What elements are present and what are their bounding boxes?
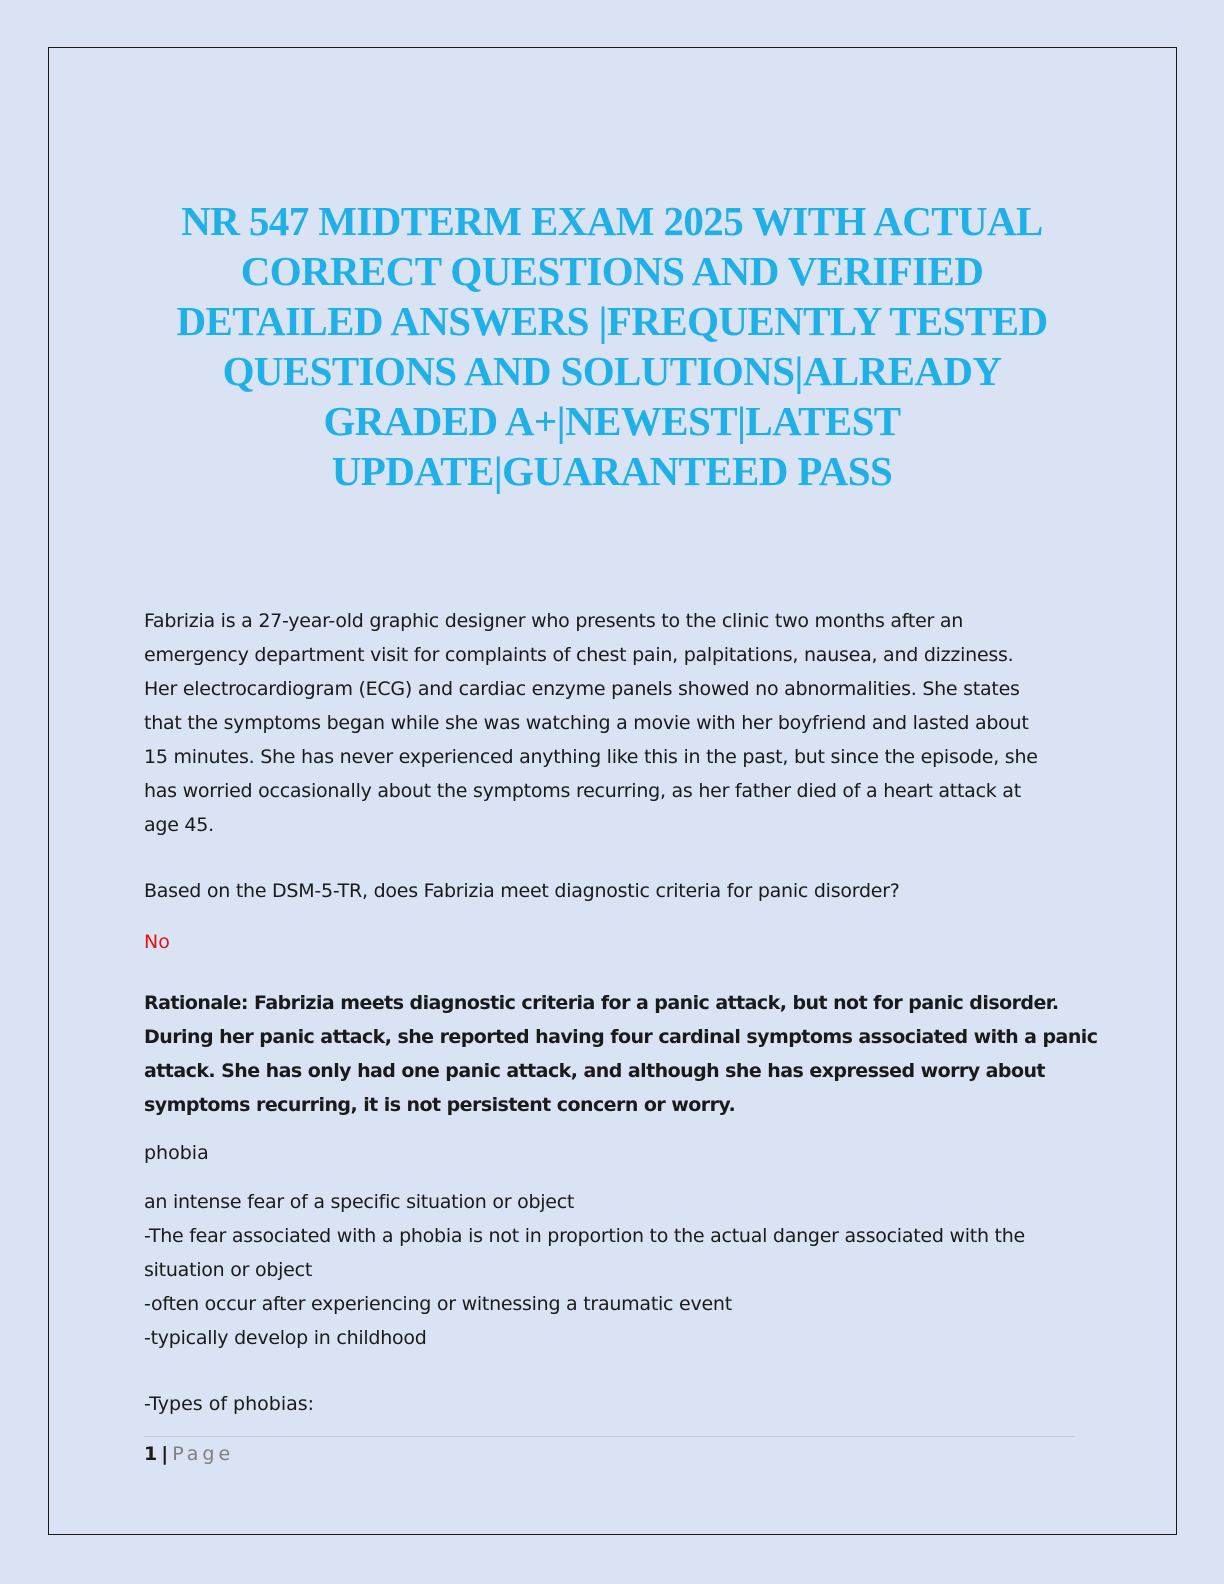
case-line: Her electrocardiogram (ECG) and cardiac enzyme panels showed no abnormalities. She states [144, 678, 1020, 700]
title-line: GRADED A+|NEWEST|LATEST [323, 398, 901, 444]
page-number: 1 [144, 1443, 158, 1465]
rationale-line: attack. She has only had one panic attack, and although she has expressed worry about [144, 1060, 1045, 1082]
case-line: emergency department visit for complaints of chest pain, palpitations, nausea, and dizziness. [144, 644, 1014, 666]
footer-separator: | [161, 1443, 169, 1465]
rationale-line: During her panic attack, she reported having four cardinal symptoms associated with a panic [144, 1026, 1098, 1048]
definition-paragraph [144, 1185, 1089, 1355]
page-footer [144, 1441, 234, 1467]
title-line: DETAILED ANSWERS |FREQUENTLY TESTED [176, 298, 1048, 344]
case-line: 15 minutes. She has never experienced anything like this in the past, but since the episode, she [144, 746, 1038, 768]
case-line: that the symptoms began while she was watching a movie with her boyfriend and lasted about [144, 712, 1029, 734]
definition-line: -often occur after experiencing or witnessing a traumatic event [144, 1293, 732, 1315]
document-title [120, 196, 1104, 496]
definition-line: situation or object [144, 1259, 313, 1281]
question-text: Based on the DSM-5-TR, does Fabrizia meet diagnostic criteria for panic disorder? [144, 880, 900, 902]
definition-line: an intense fear of a specific situation or object [144, 1191, 575, 1213]
title-line: QUESTIONS AND SOLUTIONS|ALREADY [222, 348, 1002, 394]
answer-text: No [144, 931, 170, 953]
case-line: age 45. [144, 814, 214, 836]
term-heading: phobia [144, 1142, 209, 1164]
rationale-line: Rationale: Fabrizia meets diagnostic criteria for a panic attack, but not for panic disorder. [144, 992, 1059, 1014]
case-line: has worried occasionally about the symptoms recurring, as her father died of a heart attack at [144, 780, 1021, 802]
rationale-paragraph [144, 986, 1098, 1122]
title-line: UPDATE|GUARANTEED PASS [331, 448, 893, 494]
types-heading: -Types of phobias: [144, 1393, 315, 1415]
definition-line: -typically develop in childhood [144, 1327, 427, 1349]
case-line: Fabrizia is a 27-year-old graphic designer who presents to the clinic two months after an [144, 610, 964, 632]
title-line: NR 547 MIDTERM EXAM 2025 WITH ACTUAL [181, 198, 1043, 244]
rationale-line: symptoms recurring, it is not persistent concern or worry. [144, 1094, 736, 1116]
page-label: Page [172, 1443, 235, 1465]
title-line: CORRECT QUESTIONS AND VERIFIED [240, 248, 984, 294]
definition-line: -The fear associated with a phobia is not in proportion to the actual danger associated with the [144, 1225, 1025, 1247]
case-paragraph [144, 604, 1089, 842]
footer-divider [144, 1436, 1074, 1437]
